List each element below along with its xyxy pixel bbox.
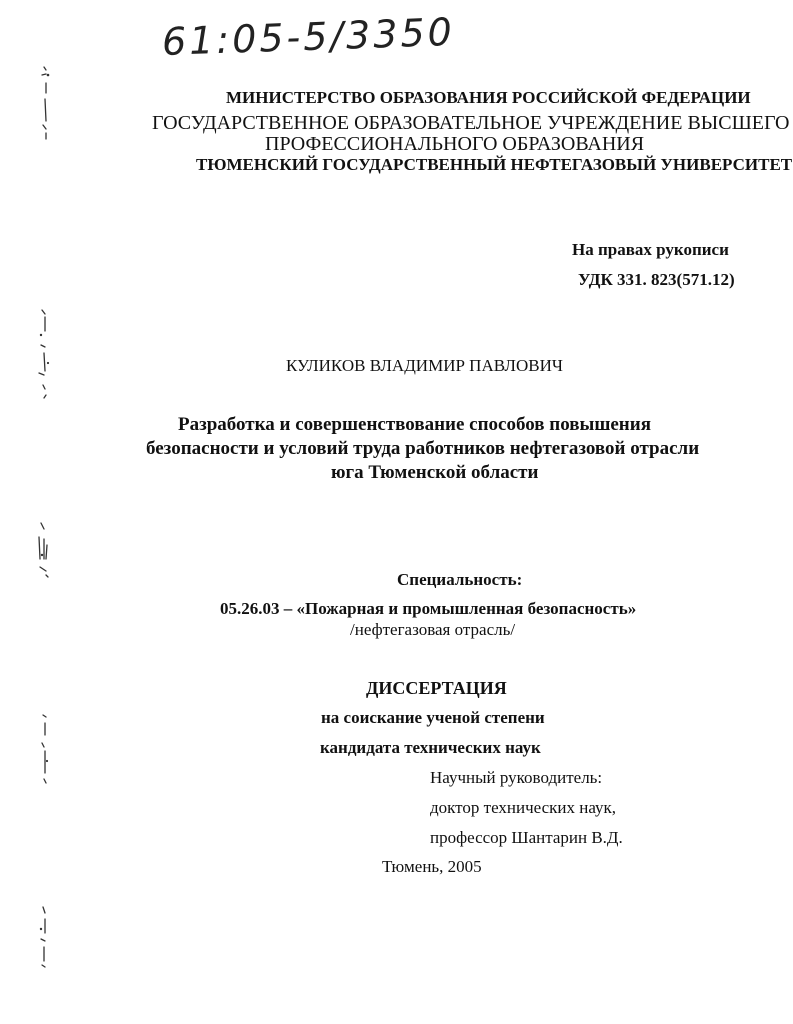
udc-code: УДК 331. 823(571.12) [578, 270, 735, 289]
manuscript-rights: На правах рукописи [572, 240, 729, 259]
supervisor-label: Научный руководитель: [430, 768, 603, 787]
degree-purpose: на соискание ученой степени [321, 708, 545, 727]
dissertation-title-line-3: юга Тюменской области [331, 462, 539, 483]
dissertation-title-line-2: безопасности и условий труда работников нефтегазовой отрасли [146, 438, 700, 459]
specialty-code [220, 599, 636, 619]
author-name: КУЛИКОВ ВЛАДИМИР ПАВЛОВИЧ [286, 356, 563, 375]
specialty-branch: /нефтегазовая отрасль/ [350, 620, 516, 639]
scan-margin-marks [30, 55, 70, 975]
dissertation-title-line-1: Разработка и совершенствование способов повышения [178, 414, 651, 435]
institution-line-2: ПРОФЕССИОНАЛЬНОГО ОБРАЗОВАНИЯ [265, 133, 645, 155]
handwritten-archive-code: 61:05-5/3350 [161, 9, 456, 64]
specialty-label: Специальность: [397, 570, 523, 589]
degree-name: кандидата технических наук [320, 738, 541, 757]
institution-line-1: ГОСУДАРСТВЕННОЕ ОБРАЗОВАТЕЛЬНОЕ УЧРЕЖДЕНИЕ ВЫСШЕГО [152, 112, 790, 134]
place-year: Тюмень, 2005 [382, 857, 482, 876]
ministry-heading: МИНИСТЕРСТВО ОБРАЗОВАНИЯ РОССИЙСКОЙ ФЕДЕРАЦИИ [226, 88, 751, 107]
supervisor-degree: доктор технических наук, [430, 798, 617, 817]
supervisor-name: профессор Шантарин В.Д. [430, 828, 623, 847]
university-name: ТЮМЕНСКИЙ ГОСУДАРСТВЕННЫЙ НЕФТЕГАЗОВЫЙ УНИВЕРСИТЕТ [196, 155, 793, 174]
specialty-code-text: 05.26.03 – «Пожарная и промышленная безопасность» [220, 599, 637, 618]
dissertation-heading: ДИССЕРТАЦИЯ [366, 678, 507, 698]
